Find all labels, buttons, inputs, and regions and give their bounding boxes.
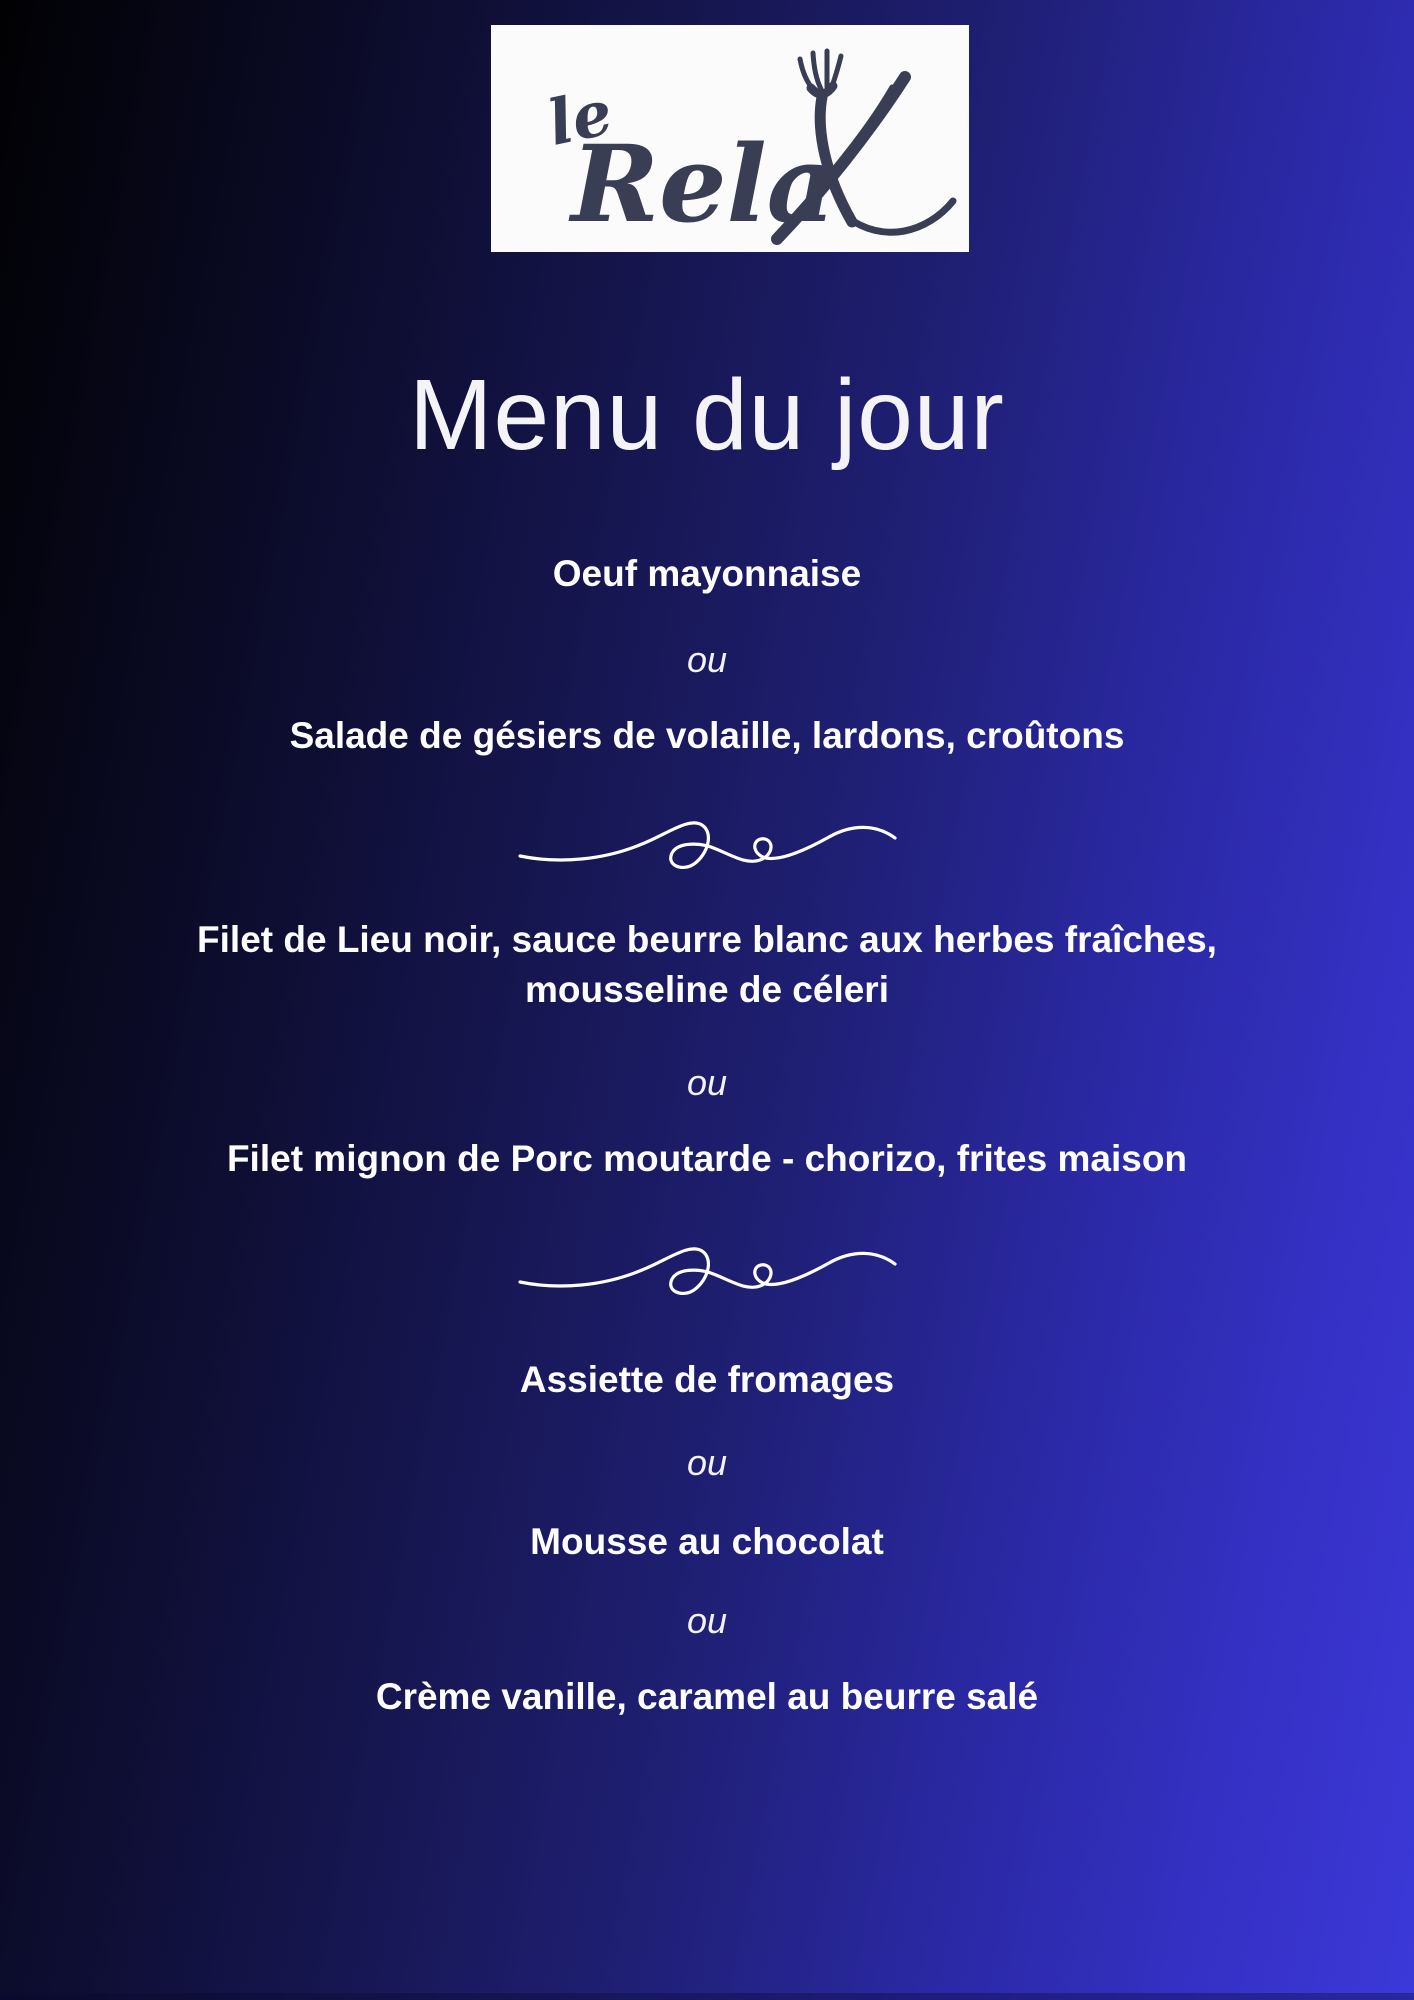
menu-item-dessert-3: Crème vanille, caramel au beurre salé	[375, 1676, 1039, 1717]
menu-item-main-2: Filet mignon de Porc moutarde - chorizo, frites maison	[226, 1138, 1188, 1179]
bottom-edge-strip	[0, 1993, 1414, 2000]
or-separator-3: ou	[686, 1442, 728, 1483]
page-title: Menu du jour	[409, 359, 1005, 471]
squiggle-divider-icon	[514, 802, 900, 874]
logo-text-le: le	[541, 75, 619, 160]
menu-item-starter-1: Oeuf mayonnaise	[552, 553, 862, 594]
logo-text-rela: Rela	[571, 121, 836, 246]
squiggle-divider-icon	[514, 1228, 900, 1300]
logo-swoosh	[847, 201, 953, 232]
or-separator-4: ou	[686, 1600, 728, 1641]
or-separator-2: ou	[686, 1062, 728, 1103]
menu-item-starter-2: Salade de gésiers de volaille, lardons, croûtons	[289, 715, 1125, 756]
menu-item-main-1-line-1: Filet de Lieu noir, sauce beurre blanc aux herbes fraîches,	[197, 919, 1217, 960]
menu-item-main-1-line-2: mousseline de céleri	[524, 969, 889, 1010]
restaurant-logo	[491, 25, 969, 252]
menu-item-dessert-2: Mousse au chocolat	[530, 1521, 884, 1562]
or-separator-1: ou	[686, 639, 728, 680]
menu-item-dessert-1: Assiette de fromages	[519, 1359, 895, 1400]
menu-item-main-1	[0, 915, 1414, 1015]
le-relax-logo-graphic	[491, 25, 969, 252]
